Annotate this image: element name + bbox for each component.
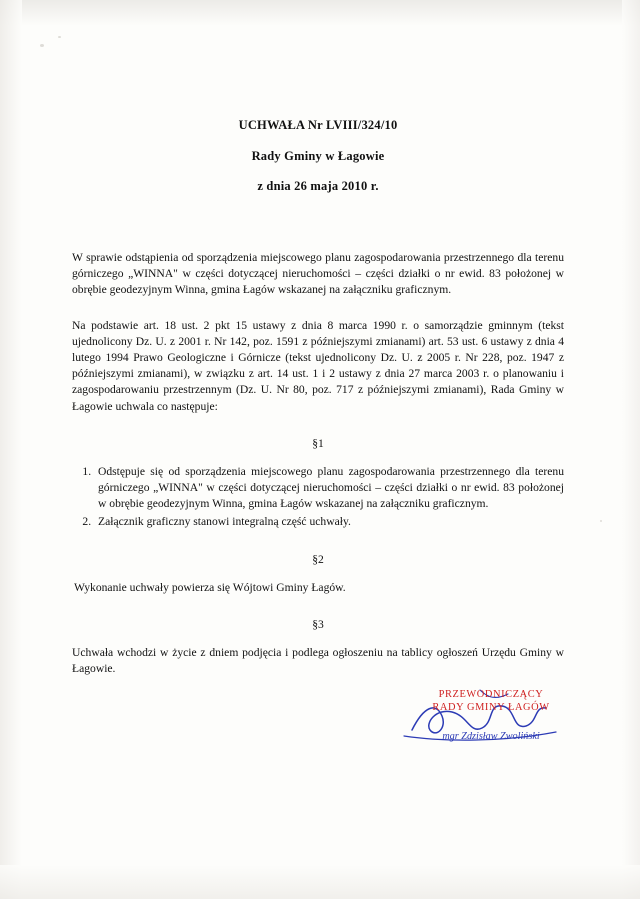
list-item: 1. Odstępuje się od sporządzenia miejscowego planu zagospodarowania przestrzennego dla terenu górniczego „WINNA" w części dotyczącej nieruchomości – części działki o nr ewid. 83 położonej w obrębie geodezyjnym Winna, gmina Łagów wskazanej na załączniku graficznym.: [94, 464, 564, 513]
scan-edge-left: [0, 0, 22, 899]
scan-edge-bottom: [0, 865, 640, 899]
section-2-paragraph: Wykonanie uchwały powierza się Wójtowi Gminy Łagów.: [74, 580, 346, 594]
document-title-block: [72, 118, 564, 194]
section-mark-3: §3: [312, 617, 324, 631]
section-mark-2: §2: [312, 552, 324, 566]
signature-block: [396, 688, 586, 742]
scan-edge-top: [0, 0, 640, 26]
legal-basis-paragraph: Na podstawie art. 18 ust. 2 pkt 15 ustawy z dnia 8 marca 1990 r. o samorządzie gminnym (tekst ujednolicony Dz. U. z 2001 r. Nr 142, poz. 1591 z późniejszymi zmianami) art. 53 ust. 6 ustawy z dnia 4 lutego 1994 Prawo Geologiczne i Górnicze (tekst ujednolicony Dz. U. z 2005 r. Nr 228, poz. 1947 z późniejszymi zmianami), w związku z art. 14 ust. 1 i 2 ustawy z dnia 27 marca 2003 r. o planowaniu i zagospodarowaniu przestrzennym (Dz. U. Nr 80, poz. 717 z późniejszymi zmianami), Rada Gminy w Łagowie uchwala co następuje:: [72, 318, 564, 413]
signature-role-line-2: RADY GMINY ŁAGÓW: [432, 702, 550, 713]
section-1-list: [72, 464, 564, 531]
section-3-paragraph: Uchwała wchodzi w życie z dniem podjęcia i podlega ogłoszeniu na tablicy ogłoszeń Urzędu Gminy w Łagowie.: [72, 645, 564, 676]
signature-name: mgr Zdzisław Zwoliński: [442, 731, 540, 742]
title-council: Rady Gminy w Łagowie: [251, 149, 385, 163]
title-date: z dnia 26 maja 2010 r.: [257, 179, 379, 193]
scan-speck: [40, 44, 44, 47]
signature-role-line-1: PRZEWODNICZĄCY: [438, 689, 544, 700]
scan-speck: [600, 520, 602, 522]
section-mark-1: §1: [312, 436, 324, 450]
list-item: 2. Załącznik graficzny stanowi integralną część uchwały.: [94, 514, 564, 530]
page-title: UCHWAŁA Nr LVIII/324/10: [238, 118, 398, 132]
scan-speck: [58, 36, 61, 38]
intro-paragraph: W sprawie odstąpienia od sporządzenia miejscowego planu zagospodarowania przestrzennego dla terenu górniczego „WINNA" w części dotyczącej nieruchomości – części działki o nr ewid. 83 położonej w obrębie geodezyjnym Winna, gmina Łagów wskazanej na załączniku graficznym.: [72, 251, 564, 297]
document-body: [72, 118, 564, 677]
scan-edge-right: [622, 0, 640, 899]
